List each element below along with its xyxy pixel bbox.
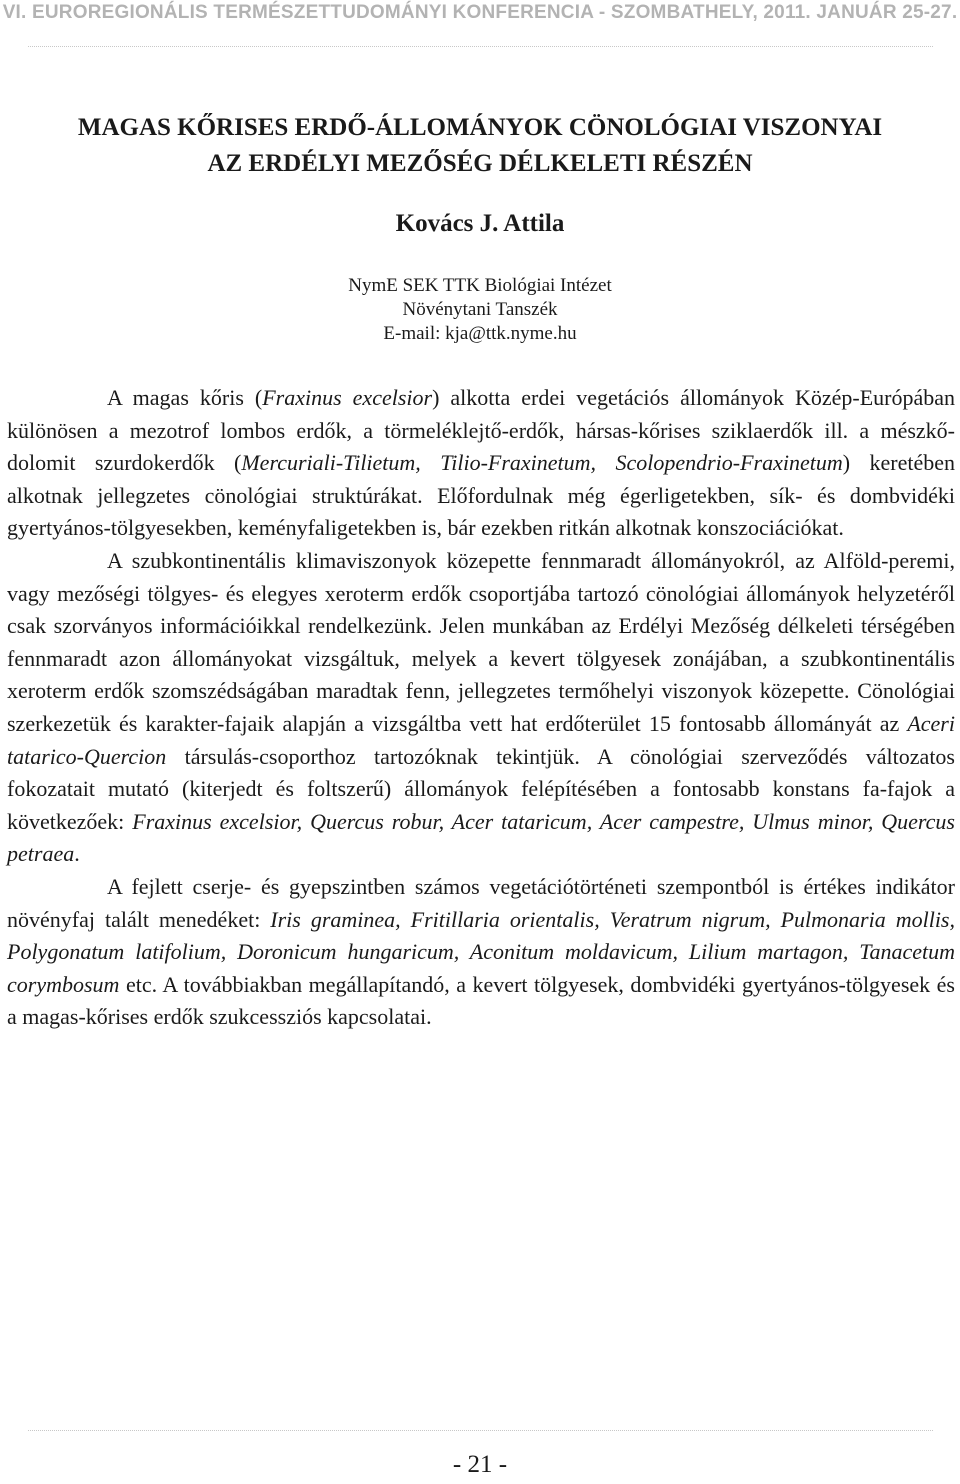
text-run: etc. A továbbiakban megállapítandó, a kevert tölgyesek, dombvidéki gyertyános-tölgyesek és a magas-kőrises erdők szukcessziós kapcsolatai.	[7, 971, 955, 1030]
affiliation-institute: NymE SEK TTK Biológiai Intézet	[348, 275, 612, 296]
abstract-paragraph-1	[7, 382, 955, 545]
species-name: Fraxinus excelsior	[262, 385, 433, 410]
page-number: - 21 -	[452, 1451, 508, 1478]
article-title	[0, 110, 960, 182]
text-run: ) keretében alkotnak jellegzetes cönológiai struktúrákat. Előfordulnak még égerligetekben, sík- és dombvidéki gyertyános-tölgyesekben, keményfaligetekben is, bár ezekben ritkán alkotnak konszociációkat.	[7, 450, 955, 541]
tree-species-list: Fraxinus excelsior, Quercus robur, Acer tataricum, Acer campestre, Ulmus minor, Quercus petraea	[7, 808, 955, 867]
abstract-paragraph-2	[7, 545, 955, 871]
title-line-1: MAGAS KŐRISES ERDŐ-ÁLLOMÁNYOK CÖNOLÓGIAI VISZONYAI	[77, 114, 883, 141]
author-name: Kovács J. Attila	[395, 210, 565, 237]
text-run: A magas kőris (	[107, 385, 263, 410]
indicator-species-list: Iris graminea, Fritillaria orientalis, Veratrum nigrum, Pulmonaria mollis, Polygonatum latifolium, Doronicum hungaricum, Aconitum moldavicum, Lilium martagon, Tanacetum corymbosum	[7, 906, 955, 997]
text-run: ) alkotta erdei vegetációs állományok Közép-Európában különösen a mezotrof lombos erdők, a törmeléklejtő-erdők, hársas-kőrises sziklaerdők ill. a mészkő-dolomit szurdokerdők (	[7, 385, 955, 476]
association-names: Mercuriali-Tilietum, Tilio-Fraxinetum, Scolopendrio-Fraxinetum	[241, 450, 843, 476]
affiliation-department: Növénytani Tanszék	[402, 299, 558, 320]
association-group-name: Aceri tatarico-Quercion	[7, 710, 955, 769]
abstract-paragraph-3	[7, 871, 955, 1034]
title-line-2: AZ ERDÉLYI MEZŐSÉG DÉLKELETI RÉSZÉN	[207, 150, 753, 177]
text-run: társulás-csoporthoz tartozóknak tekintjük. A cönológiai szerveződés változatos fokozatait mutató (kiterjedt és foltszerű) állományok felépítésében a fontosabb konstans fa-fajok a következőek:	[7, 743, 955, 834]
header-divider	[28, 46, 933, 47]
footer-divider	[28, 1430, 933, 1431]
affiliation-email: E-mail: kja@ttk.nyme.hu	[383, 323, 577, 344]
abstract-body	[7, 382, 955, 1034]
text-run: A fejlett cserje- és gyepszintben számos vegetációtörténeti szempontból is értékes indikátor növényfaj talált menedéket:	[7, 873, 955, 932]
running-header: VI. EUROREGIONÁLIS TERMÉSZETTUDOMÁNYI KONFERENCIA - SZOMBATHELY, 2011. JANUÁR 25-27.	[2, 2, 958, 23]
text-run: .	[74, 841, 80, 867]
text-run: A szubkontinentális klimaviszonyok közepette fennmaradt állományokról, az Alföld-peremi, vagy mezőségi tölgyes- és elegyes xeroterm erdők csoportjába tartozó cönológiai állományok helyzetéről csak szorványos információikkal rendelkezünk. Jelen munkában az Erdélyi Mezőség délkeleti térségében fennmaradt azon állományokat vizsgáltuk, melyek a kevert tölgyesek zonájában, a szubkontinentális xeroterm erdők szomszédságában maradtak fenn, jellegzetes termőhelyi viszonyok közepette. Cönológiai szerkezetük és karakter-fajaik alapján a vizsgáltba vett hat erdőterület 15 fontosabb állományát az	[7, 547, 955, 736]
affiliation-block	[0, 274, 960, 346]
